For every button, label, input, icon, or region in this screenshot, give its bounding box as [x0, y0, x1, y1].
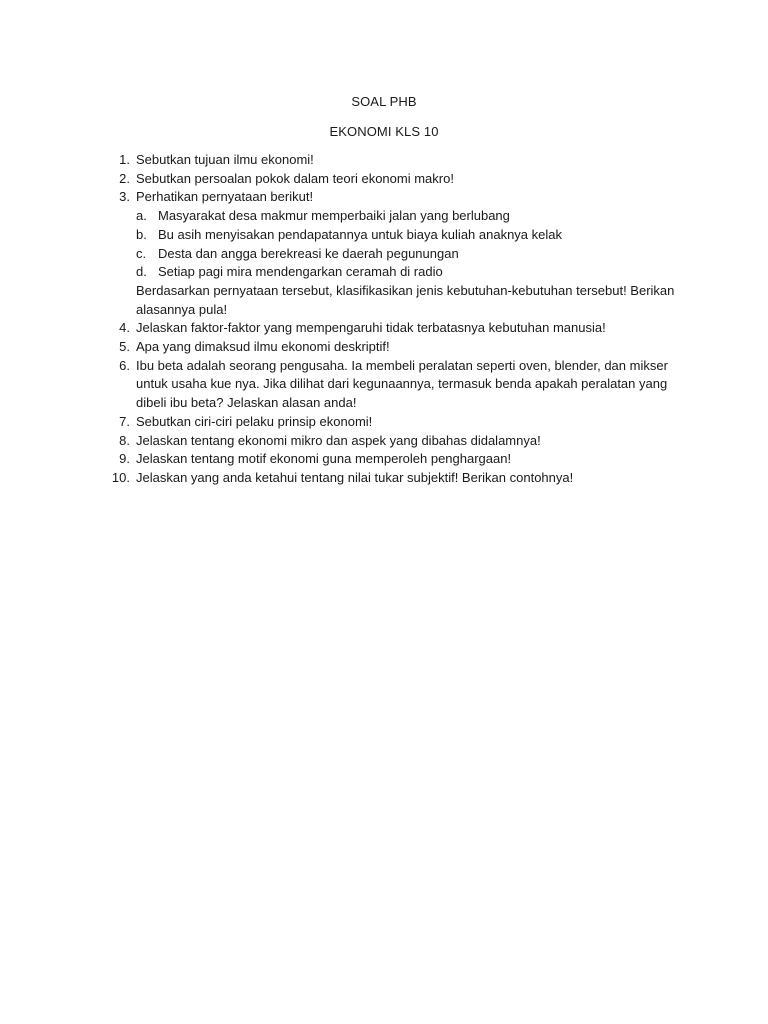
question-item — [100, 319, 680, 338]
question-item — [100, 188, 680, 319]
question-item — [100, 170, 680, 189]
question-continuation: alasannya pula! — [136, 301, 228, 317]
question-text: Sebutkan tujuan ilmu ekonomi! — [136, 152, 314, 167]
question-number: 8. — [119, 432, 130, 448]
question-number: 10. — [111, 469, 130, 485]
question-text: untuk usaha kue nya. Jika dilihat dari kegunaannya, termasuk benda apakah peralatan yang — [136, 376, 668, 392]
question-text: Apa yang dimaksud ilmu ekonomi deskriptif! — [136, 339, 390, 355]
sub-item-letter: b. — [136, 226, 147, 242]
question-item — [100, 450, 680, 469]
question-text: Perhatikan pernyataan berikut! — [136, 189, 314, 205]
question-number: 3. — [119, 189, 130, 205]
sub-item — [100, 245, 680, 264]
question-item — [100, 151, 680, 170]
question-item — [100, 338, 680, 357]
question-continuation: Berdasarkan pernyataan tersebut, klasifikasikan jenis kebutuhan-kebutuhan tersebut! Berikan — [136, 282, 675, 298]
sub-item-text: Bu asih menyisakan pendapatannya untuk biaya kuliah anaknya kelak — [158, 226, 562, 242]
sub-item-text: Setiap pagi mira mendengarkan ceramah di radio — [158, 264, 443, 280]
sub-item-text: Masyarakat desa makmur memperbaiki jalan yang berlubang — [158, 208, 510, 224]
question-text: Jelaskan tentang ekonomi mikro dan aspek yang dibahas didalamnya! — [136, 432, 541, 448]
question-number: 9. — [119, 451, 130, 467]
sub-item-text: Desta dan angga berekreasi ke daerah pegunungan — [158, 245, 459, 261]
question-text: Sebutkan ciri-ciri pelaku prinsip ekonomi! — [136, 413, 373, 429]
document-title: SOAL PHB — [351, 94, 417, 109]
sub-item — [100, 207, 680, 226]
question-text: Sebutkan persoalan pokok dalam teori ekonomi makro! — [136, 170, 454, 186]
question-text: Jelaskan tentang motif ekonomi guna memperoleh penghargaan! — [136, 451, 512, 467]
question-number: 5. — [119, 339, 130, 355]
question-list — [100, 151, 680, 488]
document-subtitle: EKONOMI KLS 10 — [329, 124, 439, 139]
question-item — [100, 469, 680, 488]
sub-item — [100, 226, 680, 245]
question-item — [100, 413, 680, 432]
question-number: 6. — [119, 357, 130, 373]
sub-item — [100, 263, 680, 282]
question-number: 1. — [119, 152, 130, 167]
question-text: Jelaskan yang anda ketahui tentang nilai tukar subjektif! Berikan contohnya! — [136, 469, 574, 485]
question-text: dibeli ibu beta? Jelaskan alasan anda! — [136, 395, 357, 411]
question-item — [100, 432, 680, 451]
question-number: 2. — [119, 170, 130, 186]
question-text: Jelaskan faktor-faktor yang mempengaruhi tidak terbatasnya kebutuhan manusia! — [136, 320, 606, 336]
question-item — [100, 357, 680, 413]
question-text: Ibu beta adalah seorang pengusaha. Ia membeli peralatan seperti oven, blender, dan mikser — [136, 357, 668, 373]
question-number: 7. — [119, 413, 130, 429]
sub-item-letter: a. — [136, 208, 147, 224]
question-number: 4. — [119, 320, 130, 336]
sub-item-letter: d. — [136, 264, 147, 280]
sub-item-letter: c. — [136, 245, 147, 261]
